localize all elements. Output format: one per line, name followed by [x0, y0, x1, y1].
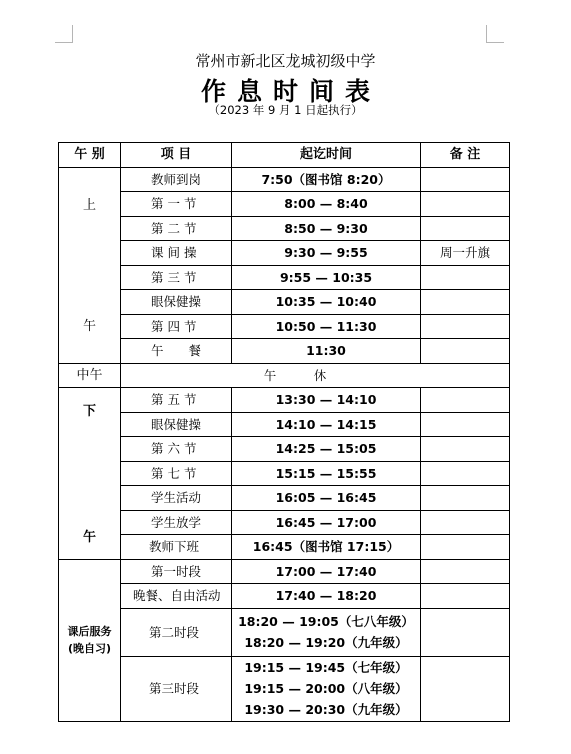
table-row — [59, 608, 510, 656]
time-cell: 10:50 — 11:30 — [232, 314, 421, 339]
item-cell: 学生放学 — [121, 510, 232, 535]
item-cell: 第一时段 — [121, 559, 232, 584]
column-header-remark: 备 注 — [421, 143, 510, 168]
item-cell: 第 五 节 — [121, 388, 232, 413]
item-cell: 课 间 操 — [121, 241, 232, 266]
page-title: 作息时间表 — [200, 77, 381, 106]
period-label-morning-bottom: 午 — [82, 318, 96, 334]
remark-cell — [421, 535, 510, 560]
time-cell: 8:50 — 9:30 — [232, 216, 421, 241]
table-row — [59, 559, 510, 584]
item-cell: 教师下班 — [121, 535, 232, 560]
period-cell-evening — [59, 559, 121, 721]
time-cell: 9:30 — 9:55 — [232, 241, 421, 266]
table-row — [59, 290, 510, 315]
table-header-row — [59, 143, 510, 168]
remark-cell — [421, 167, 510, 192]
time-cell: 15:15 — 15:55 — [232, 461, 421, 486]
remark-cell — [421, 584, 510, 609]
remark-cell — [421, 216, 510, 241]
remark-cell — [421, 437, 510, 462]
time-cell — [232, 656, 421, 721]
remark-cell — [421, 290, 510, 315]
item-cell: 第三时段 — [121, 656, 232, 721]
table-row — [59, 314, 510, 339]
table-row — [59, 486, 510, 511]
table-row — [59, 437, 510, 462]
item-cell: 眼保健操 — [121, 290, 232, 315]
time-cell: 8:00 — 8:40 — [232, 192, 421, 217]
crop-mark-top-left — [55, 25, 73, 43]
item-cell: 眼保健操 — [121, 412, 232, 437]
time-cell: 13:30 — 14:10 — [232, 388, 421, 413]
column-header-time: 起讫时间 — [232, 143, 421, 168]
remark-cell — [421, 461, 510, 486]
table-row — [59, 584, 510, 609]
time-line: 18:20 — 19:05（七八年级） — [238, 614, 414, 629]
column-header-period: 午 别 — [59, 143, 121, 168]
table-row — [59, 412, 510, 437]
remark-cell — [421, 192, 510, 217]
item-cell: 学生活动 — [121, 486, 232, 511]
remark-cell — [421, 656, 510, 721]
remark-cell — [421, 314, 510, 339]
time-cell: 17:40 — 18:20 — [232, 584, 421, 609]
time-cell — [232, 608, 421, 656]
time-cell: 16:45（图书馆 17:15） — [232, 535, 421, 560]
school-name: 常州市新北区龙城初级中学 — [195, 52, 376, 70]
remark-cell — [421, 412, 510, 437]
time-line: 18:20 — 19:20（九年级） — [244, 635, 408, 650]
effective-date-note: （2023 年 9 月 1 日起执行） — [208, 103, 363, 117]
table-row — [59, 265, 510, 290]
time-cell: 14:25 — 15:05 — [232, 437, 421, 462]
period-cell-morning — [59, 167, 121, 363]
item-cell: 晚餐、自由活动 — [121, 584, 232, 609]
remark-cell — [421, 339, 510, 364]
table-row — [59, 339, 510, 364]
column-header-item: 项 目 — [121, 143, 232, 168]
table-row — [59, 192, 510, 217]
period-label-noon: 中午 — [59, 363, 121, 388]
time-cell: 10:35 — 10:40 — [232, 290, 421, 315]
time-cell: 16:05 — 16:45 — [232, 486, 421, 511]
item-cell: 第二时段 — [121, 608, 232, 656]
item-cell: 教师到岗 — [121, 167, 232, 192]
table-row — [59, 510, 510, 535]
period-label-afternoon-top: 下 — [82, 404, 96, 419]
remark-cell — [421, 486, 510, 511]
crop-mark-top-right — [486, 25, 504, 43]
item-cell: 第 四 节 — [121, 314, 232, 339]
period-label-afternoon-bottom: 午 — [82, 530, 96, 545]
time-cell: 9:55 — 10:35 — [232, 265, 421, 290]
noon-row — [59, 363, 510, 388]
item-cell: 第 七 节 — [121, 461, 232, 486]
schedule-table — [58, 142, 510, 722]
noon-rest-cell: 午 休 — [121, 363, 510, 388]
remark-cell — [421, 265, 510, 290]
item-cell: 第 六 节 — [121, 437, 232, 462]
remark-cell — [421, 608, 510, 656]
period-label-morning-top: 上 — [82, 197, 96, 213]
item-cell: 第 二 节 — [121, 216, 232, 241]
remark-cell — [421, 388, 510, 413]
item-cell: 第 三 节 — [121, 265, 232, 290]
table-row — [59, 216, 510, 241]
remark-cell: 周一升旗 — [421, 241, 510, 266]
time-cell: 11:30 — [232, 339, 421, 364]
time-cell: 16:45 — 17:00 — [232, 510, 421, 535]
table-row — [59, 241, 510, 266]
remark-cell — [421, 510, 510, 535]
period-label-evening: 课后服务 — [67, 625, 112, 638]
table-row — [59, 461, 510, 486]
time-cell: 7:50（图书馆 8:20） — [232, 167, 421, 192]
item-cell: 第 一 节 — [121, 192, 232, 217]
time-cell: 14:10 — 14:15 — [232, 412, 421, 437]
period-cell-afternoon — [59, 388, 121, 560]
table-row — [59, 388, 510, 413]
time-line: 19:15 — 19:45（七年级） — [244, 660, 408, 675]
period-label-evening-sub: (晚自习) — [67, 642, 112, 655]
time-line: 19:30 — 20:30（九年级） — [244, 702, 408, 717]
remark-cell — [421, 559, 510, 584]
item-cell: 午 餐 — [121, 339, 232, 364]
table-row — [59, 535, 510, 560]
time-cell: 17:00 — 17:40 — [232, 559, 421, 584]
time-line: 19:15 — 20:00（八年级） — [244, 681, 408, 696]
table-row — [59, 167, 510, 192]
table-row — [59, 656, 510, 721]
